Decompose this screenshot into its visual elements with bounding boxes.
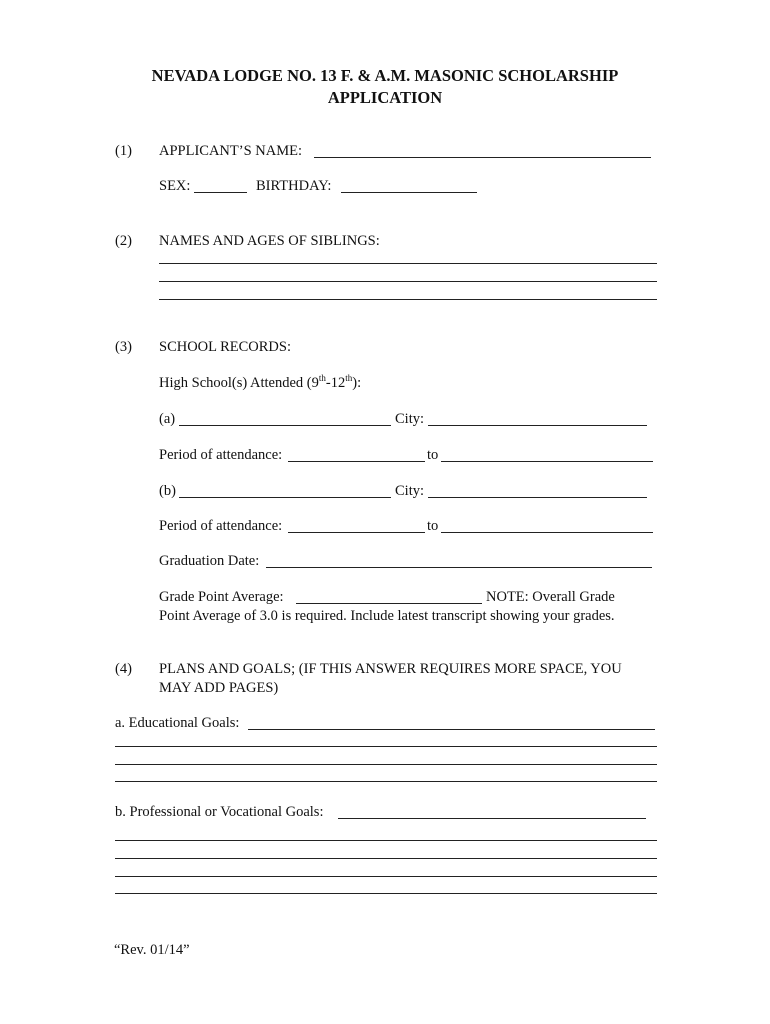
school-b-period-from-field[interactable] (288, 532, 425, 533)
birthday-field[interactable] (341, 192, 477, 193)
gpa-note-text: NOTE: Overall Grade (486, 589, 615, 605)
sex-field[interactable] (194, 192, 247, 193)
school-b-city-field[interactable] (428, 497, 647, 498)
form-title-line-1: NEVADA LODGE NO. 13 F. & A.M. MASONIC SCHOLARSHIP (151, 66, 619, 85)
high-school-attended-label: High School(s) Attended (9th-12th): (159, 373, 362, 391)
gpa-field[interactable] (296, 603, 482, 604)
professional-goals-field-line-5[interactable] (115, 893, 657, 894)
professional-goals-field-line-3[interactable] (115, 858, 657, 859)
applicant-name-field[interactable] (314, 157, 651, 158)
school-b-period-label: Period of attendance: (159, 518, 283, 534)
form-title-line-2: APPLICATION (327, 88, 443, 107)
professional-goals-label: b. Professional or Vocational Goals: (115, 804, 324, 820)
graduation-date-label: Graduation Date: (159, 553, 260, 569)
educational-goals-label: a. Educational Goals: (115, 715, 240, 731)
gpa-label: Grade Point Average: (159, 589, 284, 605)
school-a-city-field[interactable] (428, 425, 647, 426)
section-4-number: (4) (115, 661, 132, 677)
school-b-name-field[interactable] (179, 497, 391, 498)
school-a-period-to-field[interactable] (441, 461, 653, 462)
applicant-name-label: APPLICANT’S NAME: (159, 143, 302, 159)
gpa-note-line-2: Point Average of 3.0 is required. Include latest transcript showing your grades. (159, 608, 615, 624)
birthday-label: BIRTHDAY: (256, 178, 332, 194)
educational-goals-field-line-1[interactable] (248, 729, 655, 730)
school-b-to-label: to (427, 518, 439, 534)
school-a-period-label: Period of attendance: (159, 447, 283, 463)
section-1-number: (1) (115, 143, 132, 159)
siblings-field-line-2[interactable] (159, 281, 657, 282)
siblings-field-line-1[interactable] (159, 263, 657, 264)
section-2-number: (2) (115, 233, 132, 249)
school-a-name-field[interactable] (179, 425, 391, 426)
educational-goals-field-line-3[interactable] (115, 764, 657, 765)
graduation-date-field[interactable] (266, 567, 652, 568)
school-b-period-to-field[interactable] (441, 532, 653, 533)
educational-goals-field-line-4[interactable] (115, 781, 657, 782)
school-a-city-label: City: (395, 411, 425, 427)
sex-label: SEX: (159, 178, 191, 194)
section-3-number: (3) (115, 339, 132, 355)
school-b-city-label: City: (395, 483, 425, 499)
school-a-to-label: to (427, 447, 439, 463)
educational-goals-field-line-2[interactable] (115, 746, 657, 747)
professional-goals-field-line-4[interactable] (115, 876, 657, 877)
school-records-label: SCHOOL RECORDS: (159, 339, 292, 355)
siblings-field-line-3[interactable] (159, 299, 657, 300)
siblings-label: NAMES AND AGES OF SIBLINGS: (159, 233, 380, 249)
revision-footer: “Rev. 01/14” (114, 942, 190, 958)
professional-goals-field-line-2[interactable] (115, 840, 657, 841)
school-b-label: (b) (159, 483, 176, 499)
plans-goals-label-line-2: MAY ADD PAGES) (159, 680, 279, 696)
school-a-period-from-field[interactable] (288, 461, 425, 462)
professional-goals-field-line-1[interactable] (338, 818, 646, 819)
plans-goals-label-line-1: PLANS AND GOALS; (IF THIS ANSWER REQUIRES MORE SPACE, YOU (159, 661, 622, 677)
school-a-label: (a) (159, 411, 176, 427)
